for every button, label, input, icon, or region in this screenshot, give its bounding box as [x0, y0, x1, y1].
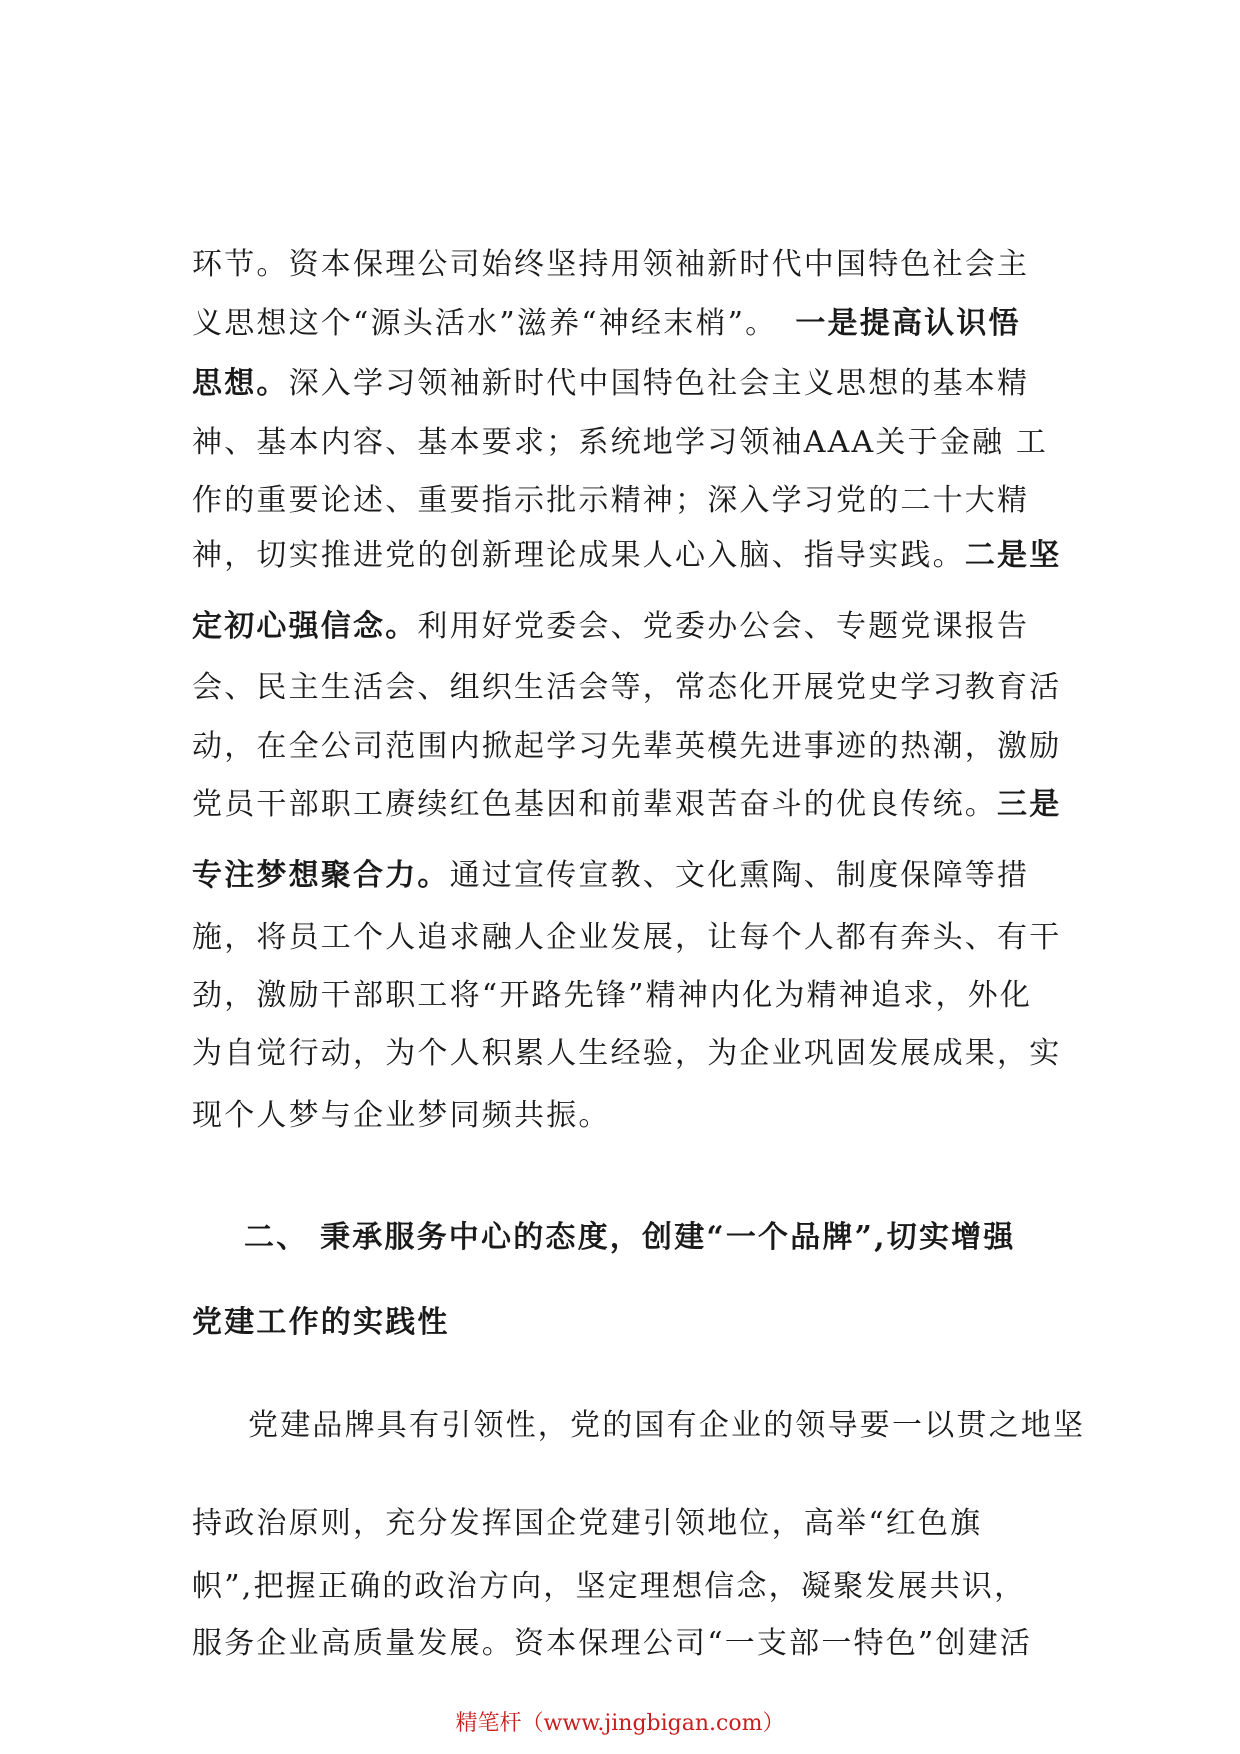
text-span: 作的重要论述、重要指示批示精神；深入学习党的二十大精 [192, 483, 1030, 518]
text-span: 现个人梦与企业梦同频共振。 [192, 1098, 611, 1133]
bold-phrase: 一是提高认识悟 [795, 306, 1021, 341]
text-span: 持政治原则，充分发挥国企党建引领地位，高举“红色旗 [192, 1506, 983, 1541]
text-span: 施，将员工个人追求融人企业发展，让每个人都有奔头、有干 [192, 920, 1062, 955]
bold-phrase: 二是坚 [964, 538, 1062, 573]
text-span: 劲，激励干部职工将“开路先锋”精神内化为精神追求，外化 [192, 978, 1033, 1013]
body-text-line [192, 364, 1029, 404]
body-text-line [192, 607, 1029, 647]
text-span: 利用好党委会、党委办公会、专题党课报告 [417, 609, 1030, 644]
body-text-line [248, 1406, 1085, 1446]
body-text-line [192, 918, 1061, 958]
body-text-line [192, 856, 1029, 896]
body-text-line [192, 1096, 611, 1136]
text-span: 通过宣传宣教、文化熏陶、制度保障等措 [449, 858, 1030, 893]
bold-phrase: 三是 [997, 787, 1062, 822]
text-span: 会、民主生活会、组织生活会等，常态化开展党史学习教育活 [192, 670, 1062, 705]
text-span: 为自觉行动，为个人积累人生经验，为企业巩固发展成果，实 [192, 1036, 1062, 1071]
text-span: 动，在全公司范围内掀起学习先辈英模先进事迹的热潮，激励 [192, 729, 1062, 764]
bold-phrase: 定初心强信念。 [192, 609, 418, 644]
body-text-line [192, 304, 1021, 344]
body-text-line [192, 785, 1061, 825]
body-text-line [192, 1504, 982, 1544]
text-span: 义思想这个“源头活水”滋养“神经末梢”。 [192, 306, 778, 341]
bold-phrase: 思想。 [192, 366, 289, 401]
text-span: 党建品牌具有引领性，党的国有企业的领导要一以贯之地坚 [248, 1408, 1086, 1443]
text-span: 帜”,把握正确的政治方向，坚定理想信念，凝聚发展共识， [192, 1569, 1027, 1604]
body-text-line [192, 423, 1048, 463]
bold-phrase: 专注梦想聚合力。 [192, 858, 450, 893]
section-number: 二、 [244, 1220, 309, 1255]
body-text-line [192, 727, 1061, 767]
text-span: 党员干部职工赓续红色基因和前辈艰苦奋斗的优良传统。 [192, 787, 997, 822]
body-text-line [192, 536, 1061, 576]
body-text-line [192, 245, 1029, 285]
body-text-line [192, 1567, 1026, 1607]
text-span: 神、基本内容、基本要求；系统地学习领袖AAA关于金融 工 [192, 425, 1049, 460]
body-text-line [192, 481, 1029, 521]
body-text-line [192, 1624, 1032, 1664]
text-span: 神，切实推进党的创新理论成果人心入脑、指导实践。 [192, 538, 965, 573]
body-text-line [192, 1034, 1061, 1074]
text-span: 深入学习领袖新时代中国特色社会主义思想的基本精 [288, 366, 1030, 401]
text-span: 服务企业高质量发展。资本保理公司“一支部一特色”创建活 [192, 1626, 1033, 1661]
body-text-line [192, 976, 1032, 1016]
section-title-line: 党建工作的实践性 [192, 1305, 450, 1340]
body-text-line [192, 668, 1061, 708]
footer-watermark: 精笔杆（www.jingbigan.com） [455, 1711, 785, 1736]
text-span: 环节。资本保理公司始终坚持用领袖新时代中国特色社会主 [192, 247, 1030, 282]
section-title-line: 秉承服务中心的态度，创建“一个品牌”,切实增强 [320, 1220, 1016, 1255]
